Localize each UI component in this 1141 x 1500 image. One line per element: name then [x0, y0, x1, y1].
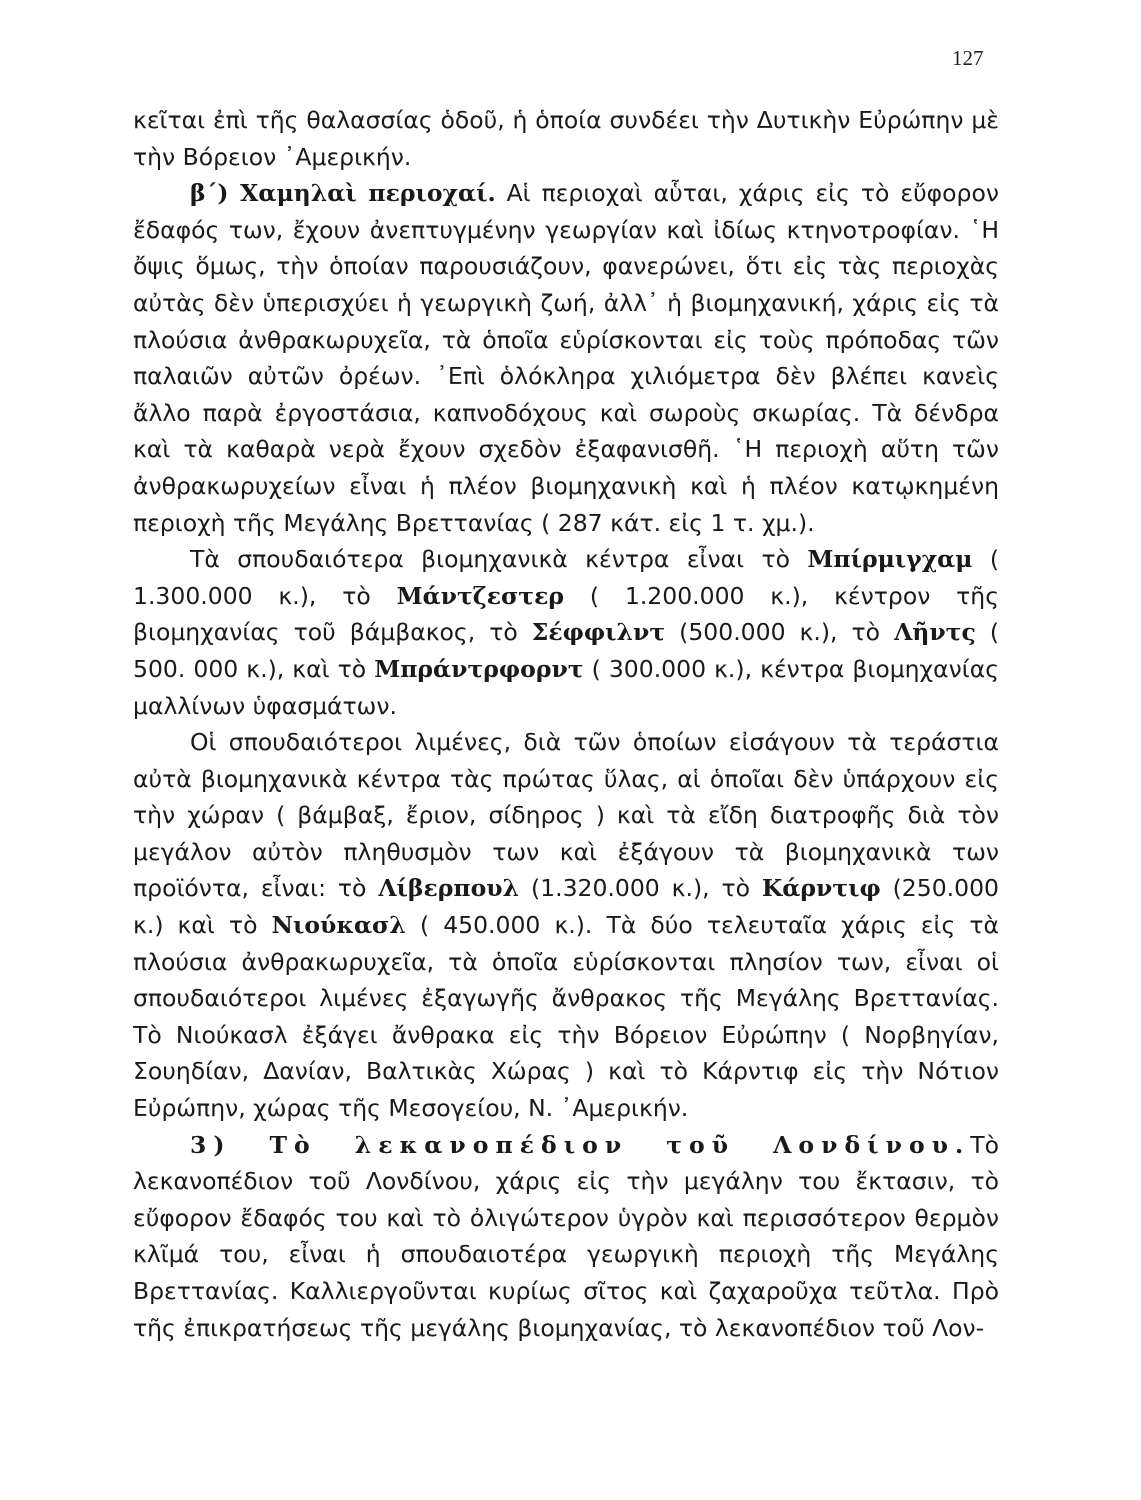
- city-cardiff: Κάρντιφ: [761, 874, 881, 903]
- body-text: [133, 102, 999, 1346]
- paragraph-ports: [133, 724, 999, 1127]
- page-number: 127: [952, 46, 984, 70]
- paragraph-london-basin: [133, 1127, 999, 1347]
- paragraph-lowlands: [133, 175, 999, 541]
- paragraph-continuation: [133, 102, 999, 175]
- city-leeds: Λῆντς: [894, 618, 976, 647]
- text-run: (1.320.000 κ.), τὸ: [519, 874, 762, 903]
- text-run: ( 500. 000 κ.), καὶ τὸ: [133, 618, 999, 683]
- city-newcastle: Νιούκασλ: [271, 911, 406, 940]
- text-run: ( 1.200.000 κ.), κέντρον τῆς βιομηχανίας τοῦ βάμβακος, τὸ: [133, 581, 999, 647]
- paragraph-text: Τὸ λεκανοπέδιον τοῦ Λονδίνου, χάρις εἰς τὴν μεγάλην του ἔκτασιν, τὸ εὔφορον ἔδαφός του καὶ τὸ ὀλιγώτερον ὑγρὸν καὶ περισσότερον θερμὸν κλῖμά του, εἶναι ἡ σπουδαιοτέρα γεωργικὴ περιοχὴ τῆς Μεγάλης Βρεττανίας. Καλλιεργοῦνται κυρίως σῖτος καὶ ζαχαροῦχα τεῦτλα. Πρὸ τῆς ἐπικρατήσεως τῆς μεγάλης βιομηχανίας, τὸ λεκανοπέδιον τοῦ Λον-: [133, 1130, 999, 1342]
- text-run: Οἱ σπουδαιότεροι λιμένες, διὰ τῶν ὁποίων εἰσάγουν τὰ τεράστια αὐτὰ βιομηχανικὰ κέντρα τὰς πρώτας ὕλας, αἱ ὁποῖαι δὲν ὑπάρχουν εἰς τὴν χώραν ( βάμβαξ, ἔριον, σίδηρος ) καὶ τὰ εἴδη διατροφῆς διὰ τὸν μεγάλον αὐτὸν πληθυσμὸν των καὶ ἐξάγουν τὰ βιομηχανικὰ των προϊόντα, εἶναι: τὸ: [133, 728, 999, 903]
- city-manchester: Μάντζεστερ: [396, 581, 565, 610]
- paragraph-text: Αἱ περιοχαὶ αὗται, χάρις εἰς τὸ εὔφορον ἔδαφός των, ἔχουν ἀνεπτυγμένην γεωργίαν καὶ ἰδίως κτηνοτροφίαν. ῾Η ὄψις ὅμως, τὴν ὁποίαν παρουσιάζουν, φανερώνει, ὅτι εἰς τὰς περιοχὰς αὐτὰς δὲν ὑπερισχύει ἡ γεωργικὴ ζωή, ἀλλ᾿ ἡ βιομηχανική, χάρις εἰς τὰ πλούσια ἀνθρακωρυχεῖα, τὰ ὁποῖα εὑρίσκονται εἰς τοὺς πρόποδας τῶν παλαιῶν αὐτῶν ὀρέων. ᾿Επὶ ὁλόκληρα χιλιόμετρα δὲν βλέπει κανεὶς ἄλλο παρὰ ἐργοστάσια, καπνοδόχους καὶ σωροὺς σκωρίας. Τὰ δένδρα καὶ τὰ καθαρὰ νερὰ ἔχουν σχεδὸν ἐξαφανισθῆ. ῾Η περιοχὴ αὕτη τῶν ἀνθρακωρυχείων εἶναι ἡ πλέον βιομηχανικὴ καὶ ἡ πλέον κατῳκημένη περιοχὴ τῆς Μεγάλης Βρεττανίας ( 287 κάτ. εἰς 1 τ. χμ.).: [133, 179, 999, 537]
- text-run: ( 300.000 κ.), κέντρα βιομηχανίας μαλλίνων ὑφασμάτων.: [133, 654, 999, 720]
- paragraph-industrial-centers: [133, 541, 999, 724]
- text-run: Τὰ σπουδαιότερα βιομηχανικὰ κέντρα εἶναι τὸ: [190, 545, 808, 574]
- paragraph-text: κεῖται ἐπὶ τῆς θαλασσίας ὁδοῦ, ἡ ὁποία συνδέει τὴν Δυτικὴν Εὐρώπην μὲ τὴν Βόρειον ᾿Αμερικήν.: [133, 106, 999, 171]
- city-sheffield: Σέφφιλντ: [531, 618, 666, 647]
- section-heading-london-basin: 3) Τὸ λεκανοπέδιον τοῦ Λονδίνου.: [190, 1130, 971, 1159]
- section-heading-lowlands: β΄) Χαμηλαὶ περιοχαί.: [190, 179, 496, 208]
- text-run: ( 1.300.000 κ.), τὸ: [133, 545, 1000, 610]
- city-birmingham: Μπίρμιγχαμ: [807, 545, 973, 574]
- city-bradford: Μπράντρφορντ: [374, 654, 584, 683]
- city-liverpool: Λίβερπουλ: [378, 874, 520, 903]
- text-run: (250.000 κ.) καὶ τὸ: [133, 874, 999, 940]
- text-run: ( 450.000 κ.). Τὰ δύο τελευταῖα χάρις εἰς τὰ πλούσια ἀνθρακωρυχεῖα, τὰ ὁποῖα εὑρίσκονται πλησίον των, εἶναι οἱ σπουδαιότεροι λιμένες ἐξαγωγῆς ἄνθρακος τῆς Μεγάλης Βρεττανίας. Τὸ Νιούκασλ ἐξάγει ἄνθρακα εἰς τὴν Βόρειον Εὐρώπην ( Νορβηγίαν, Σουηδίαν, Δανίαν, Βαλτικὰς Χώρας ) καὶ τὸ Κάρντιφ εἰς τὴν Νότιον Εὐρώπην, χώρας τῆς Μεσογείου, Ν. ᾿Αμερικήν.: [133, 911, 999, 1123]
- text-run: (500.000 κ.), τὸ: [665, 618, 895, 647]
